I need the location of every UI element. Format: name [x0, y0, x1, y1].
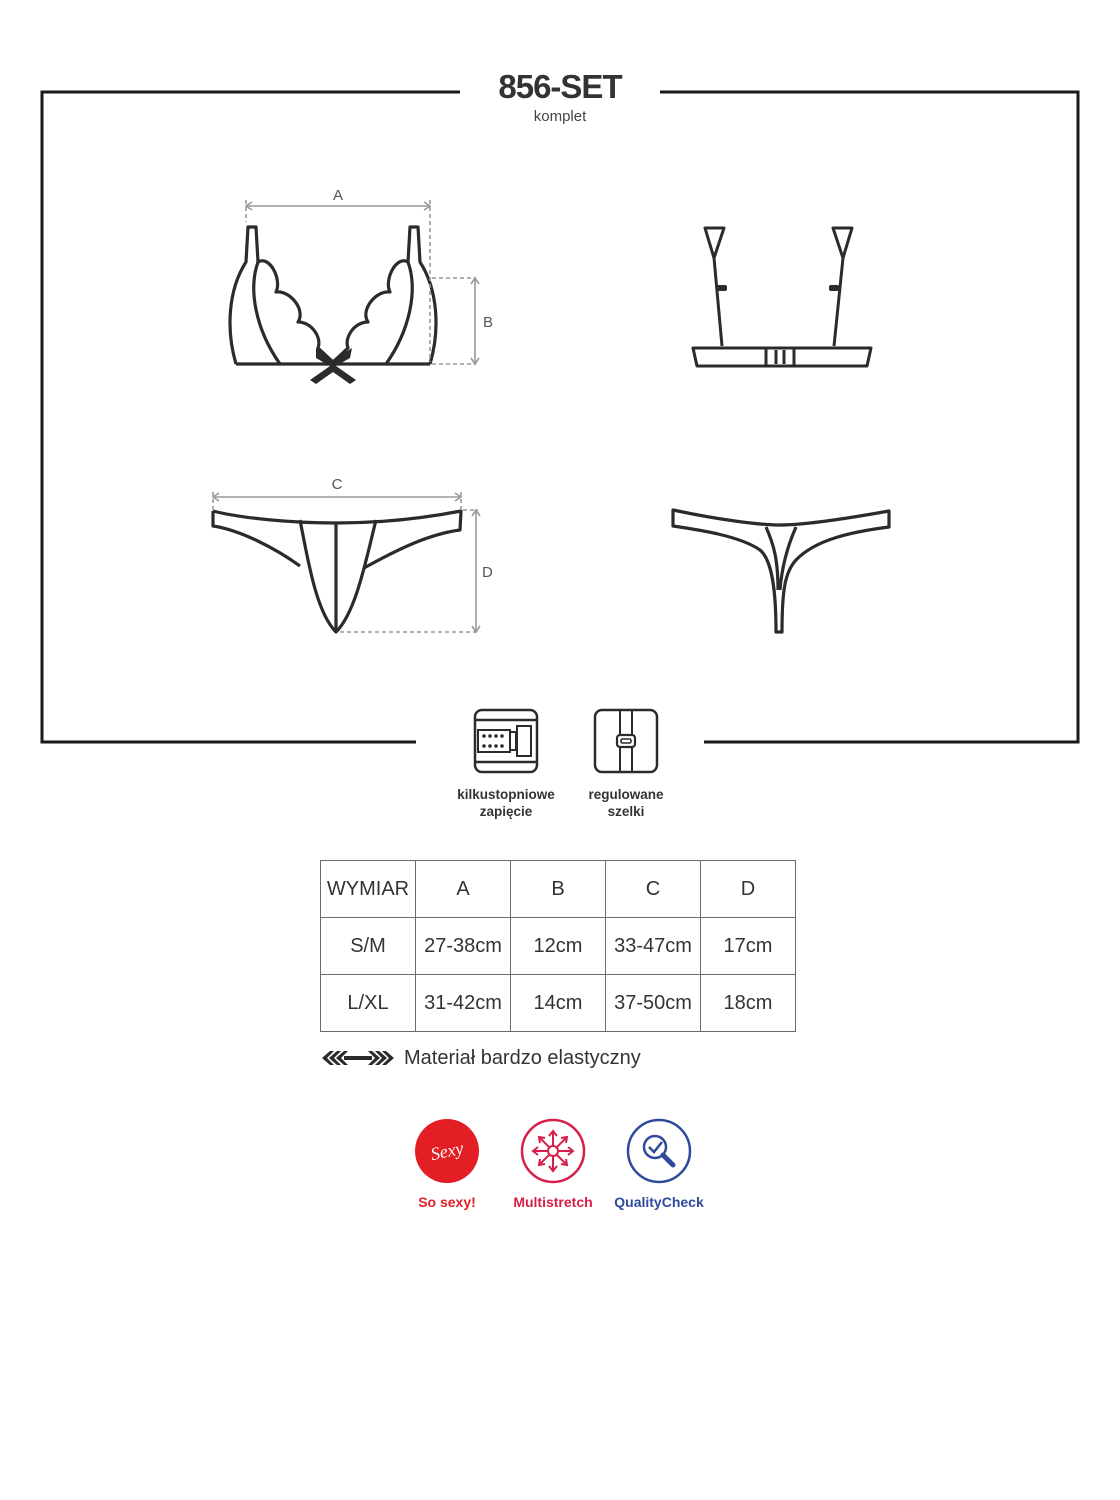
elastic-note-text: Materiał bardzo elastyczny	[404, 1046, 641, 1069]
feature-hook-closure	[441, 708, 571, 820]
svg-text:Sexy: Sexy	[428, 1137, 466, 1165]
feature-adjustable-straps	[561, 708, 691, 820]
badge-quality-check	[599, 1118, 719, 1210]
hook-closure-icon	[473, 708, 539, 774]
sexy-badge-icon	[414, 1118, 480, 1184]
badge-multistretch-label: Multistretch	[513, 1194, 593, 1210]
size-table-header: WYMIAR	[321, 861, 416, 918]
value-cell: 14cm	[511, 975, 606, 1032]
badge-so-sexy-label: So sexy!	[418, 1194, 476, 1210]
bra-back-drawing	[693, 228, 871, 366]
value-cell: 18cm	[701, 975, 796, 1032]
value-cell: 37-50cm	[606, 975, 701, 1032]
frame-border	[42, 92, 1078, 742]
value-cell: 12cm	[511, 918, 606, 975]
value-cell: 17cm	[701, 918, 796, 975]
dimension-label-a: A	[332, 187, 344, 204]
size-table-header: C	[606, 861, 701, 918]
bow-icon	[310, 348, 356, 384]
strap-slider-icon	[717, 285, 839, 291]
badge-multistretch	[493, 1118, 613, 1210]
value-cell: 31-42cm	[416, 975, 511, 1032]
thong-front-drawing	[213, 511, 461, 632]
elastic-note	[322, 1044, 641, 1072]
feature-hook-closure-label: kilkustopniowe zapięcie	[457, 787, 555, 819]
feature-adjustable-straps-label: regulowane szelki	[588, 787, 664, 819]
measure-guides-thong	[213, 492, 480, 632]
dimension-label-d: D	[482, 564, 493, 581]
adjustable-strap-icon	[593, 708, 659, 774]
quality-check-icon	[626, 1118, 692, 1184]
multistretch-icon	[520, 1118, 586, 1184]
thong-back-drawing	[673, 510, 889, 632]
dimension-label-b: B	[483, 314, 494, 331]
size-cell: L/XL	[321, 975, 416, 1032]
size-cell: S/M	[321, 918, 416, 975]
product-subtitle: komplet	[533, 108, 587, 125]
badge-so-sexy	[387, 1118, 507, 1210]
dimension-label-c: C	[331, 476, 343, 493]
value-cell: 27-38cm	[416, 918, 511, 975]
badge-quality-check-label: QualityCheck	[614, 1194, 704, 1210]
size-table-header: A	[416, 861, 511, 918]
measure-guides-bra	[246, 200, 479, 364]
size-table	[320, 860, 796, 1032]
size-table-header: B	[511, 861, 606, 918]
product-title: 856-SET	[498, 68, 622, 105]
stretch-arrow-icon	[322, 1050, 394, 1066]
table-row	[321, 975, 796, 1032]
table-row	[321, 918, 796, 975]
size-table-header: D	[701, 861, 796, 918]
size-table-header-row	[321, 861, 796, 918]
bra-front-drawing	[230, 227, 436, 364]
value-cell: 33-47cm	[606, 918, 701, 975]
